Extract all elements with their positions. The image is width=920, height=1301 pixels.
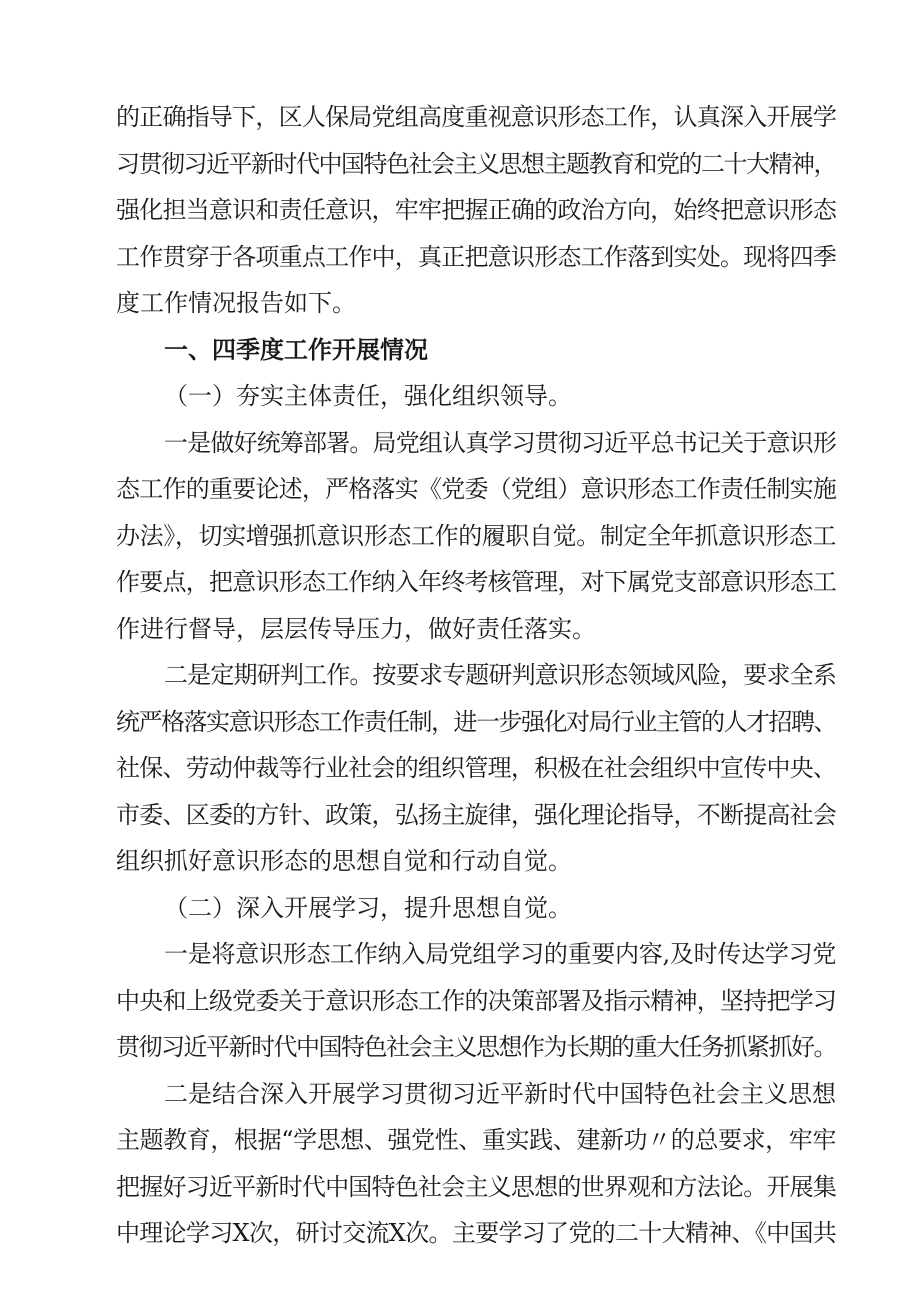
- subsection-heading: （二）深入开展学习，提升思想自觉。: [164, 893, 572, 922]
- text-line: 态工作的重要论述，严格落实《党委（党组）意识形态工作责任制实施: [116, 475, 837, 503]
- text-line: 作进行督导，层层传导压力，做好责任落实。: [116, 614, 596, 643]
- text-line: 作要点，把意识形态工作纳入年终考核管理，对下属党支部意识形态工: [116, 568, 837, 596]
- text-line: 二是定期研判工作。按要求专题研判意识形态领域风险，要求全系: [164, 661, 836, 689]
- text-line: 统严格落实意识形态工作责任制，进一步强化对局行业主管的人才招聘、: [116, 707, 836, 736]
- text-line: 把握好习近平新时代中国特色社会主义思想的世界观和方法论。开展集: [116, 1172, 837, 1201]
- text-line: 办法》，切实增强抓意识形态工作的履职自觉。制定全年抓意识形态工: [116, 521, 836, 550]
- section-heading: 一、四季度工作开展情况: [164, 335, 428, 364]
- text-line: 二是结合深入开展学习贯彻习近平新时代中国特色社会主义思想: [164, 1079, 836, 1108]
- text-line: 贯彻习近平新时代中国特色社会主义思想作为长期的重大任务抓紧抓好。: [116, 1033, 836, 1061]
- text-line: 习贯彻习近平新时代中国特色社会主义思想主题教育和党的二十大精神，: [116, 149, 836, 178]
- text-line: 组织抓好意识形态的思想自觉和行动自觉。: [116, 847, 572, 875]
- document-body: [116, 94, 836, 1257]
- text-line: 的正确指导下，区人保局党组高度重视意识形态工作，认真深入开展学: [116, 103, 837, 131]
- text-line: 一是将意识形态工作纳入局党组学习的重要内容,及时传达学习党: [164, 940, 837, 968]
- text-line: 中央和上级党委关于意识形态工作的决策部署及指示精神，坚持把学习: [116, 986, 837, 1015]
- text-line: 社保、劳动仲裁等行业社会的组织管理，积极在社会组织中宣传中央、: [116, 754, 837, 782]
- text-line: 一是做好统筹部署。局党组认真学习贯彻习近平总书记关于意识形: [164, 428, 836, 457]
- text-line: 中理论学习X次，研讨交流X次。主要学习了党的二十大精神、《中国共: [116, 1219, 837, 1247]
- text-line: 主题教育，根据“学思想、强党性、重实践、建新功〃的总要求，牢牢: [116, 1126, 836, 1154]
- text-line: 度工作情况报告如下。: [116, 289, 356, 317]
- text-line: 强化担当意识和责任意识，牢牢把握正确的政治方向，始终把意识形态: [116, 196, 837, 224]
- text-line: 工作贯穿于各项重点工作中，真正把意识形态工作落到实处。现将四季: [116, 242, 837, 271]
- text-line: 市委、区委的方针、政策，弘扬主旋律，强化理论指导，不断提高社会: [116, 800, 837, 829]
- subsection-heading: （一）夯实主体责任，强化组织领导。: [164, 382, 572, 410]
